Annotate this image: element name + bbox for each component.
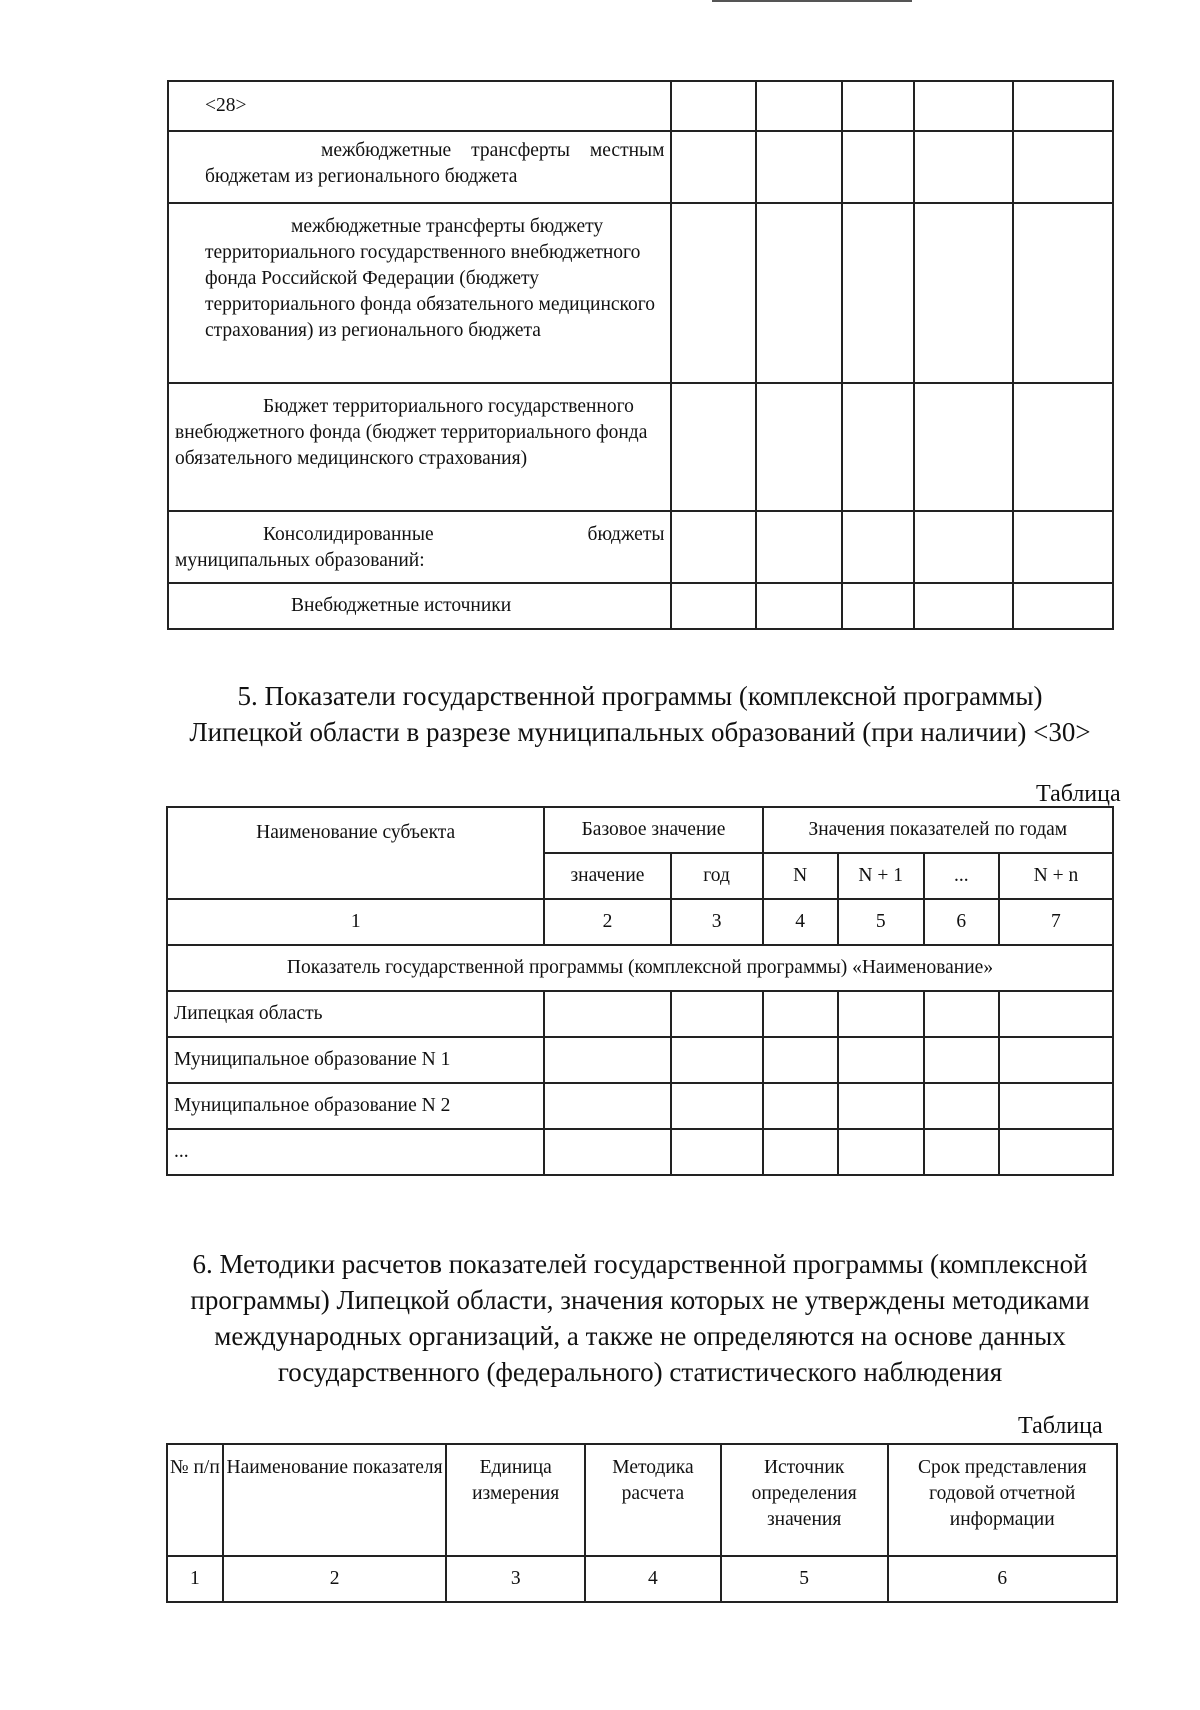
section-6-title: 6. Методики расчетов показателей государственной программы (комплексной программы) Липецкой области, значения которых не утверждены методиками международных организаций, а также не определяются на основе данных государственного (федерального) статистического наблюдения [190,1249,1090,1387]
column-numbers-row: 1 2 3 4 5 6 [167,1556,1117,1602]
table-row: Муниципальное образование N 2 [167,1083,1113,1129]
calculation-methods-table [166,1443,1118,1603]
header-value: значение [544,853,670,899]
row-label: <28> [168,81,671,131]
header-unit: Единица измерения [446,1444,585,1556]
table-row [168,383,1113,511]
section-5-title: 5. Показатели государственной программы (комплексной программы) Липецкой области в разрезе муниципальных образований (при наличии) <30> [189,681,1091,747]
header-base-value: Базовое значение [544,807,762,853]
header-subject: Наименование субъекта [167,807,544,899]
row-label: межбюджетные трансферты бюджету территориального государственного внебюджетного фонда Российской Федерации (бюджету территориального фонда обязательного медицинского страхования) из регионального бюджета [205,216,656,341]
table-header-row [167,807,1113,853]
table-row: Консолидированные бюджеты муниципальных образований: [168,511,1113,583]
row-label: Бюджет территориального государственного внебюджетного фонда (бюджет территориального фонда обязательного медицинского страхования) [175,396,648,469]
table-row: Липецкая область [167,991,1113,1037]
table-row [168,583,1113,629]
row-label: Внебюджетные источники [168,583,671,629]
header-n-plus-1: N + 1 [838,853,924,899]
header-n-plus-n: N + n [999,853,1113,899]
table-row: Муниципальное образование N 1 [167,1037,1113,1083]
scan-artifact-line [712,0,912,2]
header-source: Источник определения значения [721,1444,888,1556]
header-dots: ... [924,853,999,899]
funding-sources-table [167,80,1114,630]
header-indicator-name: Наименование показателя [223,1444,447,1556]
column-numbers-row: 1 2 3 4 5 6 7 [167,899,1113,945]
table-row [168,203,1113,383]
table-caption: Таблица [1018,1413,1103,1439]
header-values-by-year: Значения показателей по годам [763,807,1113,853]
header-method: Методика расчета [585,1444,721,1556]
table-row [168,81,1113,131]
indicators-by-municipality-table [166,806,1114,1176]
header-n: N [763,853,838,899]
table-header-row [167,1444,1117,1556]
header-deadline: Срок представления годовой отчетной информации [888,1444,1118,1556]
table-row: ... [167,1129,1113,1175]
table-row [168,131,1113,203]
table-caption: Таблица [1036,781,1121,807]
header-number: № п/п [167,1444,223,1556]
row-label: межбюджетные трансферты местным бюджетам из регионального бюджета [205,140,665,187]
header-year: год [671,853,763,899]
indicator-row: Показатель государственной программы (комплексной программы) «Наименование» [167,945,1113,991]
